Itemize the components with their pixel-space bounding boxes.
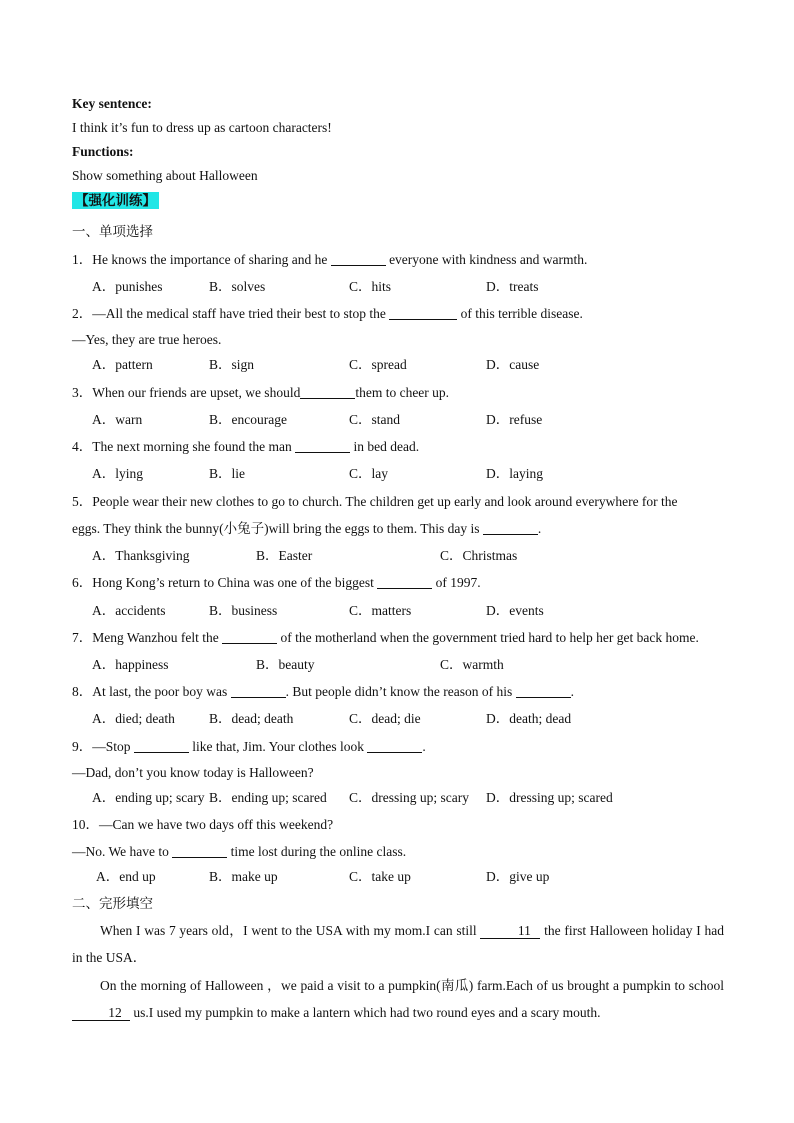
answer-blank bbox=[516, 684, 571, 698]
q5-option-b: B．Easter bbox=[256, 548, 313, 563]
answer-blank bbox=[377, 575, 432, 589]
answer-blank bbox=[367, 739, 422, 753]
cloze-paragraph-1: When I was 7 years old，I went to the USA with my mom.I can still 11 the first Halloween holiday I had in the USA． bbox=[72, 923, 724, 965]
cloze-blank-12: 12 bbox=[72, 1006, 130, 1021]
q3-option-d: D．refuse bbox=[486, 412, 543, 427]
q3-option-c: C．stand bbox=[349, 412, 401, 427]
answer-blank bbox=[389, 306, 457, 320]
question-2-line2: —Yes, they are true heroes. bbox=[72, 332, 222, 347]
q10-option-d: D．give up bbox=[486, 869, 550, 884]
functions-label: Functions: bbox=[72, 144, 134, 159]
q3-option-b: B．encourage bbox=[209, 412, 287, 427]
q10-option-c: C．take up bbox=[349, 869, 411, 884]
question-5: 5．People wear their new clothes to go to church. The children get up early and look around everywhere for the bbox=[72, 494, 678, 509]
q1-option-b: B．solves bbox=[209, 279, 266, 294]
q7-option-b: B．beauty bbox=[256, 657, 315, 672]
q6-option-a: A．accidents bbox=[92, 603, 166, 618]
training-title bbox=[72, 192, 159, 210]
q7-option-c: C．warmth bbox=[440, 657, 504, 672]
answer-blank bbox=[483, 521, 538, 535]
q10-option-b: B．make up bbox=[209, 869, 278, 884]
q1-option-a: A．punishes bbox=[92, 279, 163, 294]
answer-blank bbox=[172, 844, 227, 858]
q9-option-a: A．ending up; scary bbox=[92, 790, 205, 805]
q6-option-c: C．matters bbox=[349, 603, 412, 618]
q9-option-d: D．dressing up; scared bbox=[486, 790, 613, 805]
q5-option-c: C．Christmas bbox=[440, 548, 518, 563]
question-8: 8．At last, the poor boy was . But people didn’t know the reason of his . bbox=[72, 684, 574, 699]
answer-blank bbox=[331, 252, 386, 266]
cloze-blank-11: 11 bbox=[480, 924, 540, 939]
functions-text: Show something about Halloween bbox=[72, 168, 258, 183]
question-10: 10．—Can we have two days off this weekend? bbox=[72, 817, 334, 832]
q6-option-b: B．business bbox=[209, 603, 278, 618]
q4-option-c: C．lay bbox=[349, 466, 388, 481]
q7-option-a: A．happiness bbox=[92, 657, 169, 672]
question-9: 9．—Stop like that, Jim. Your clothes look . bbox=[72, 739, 426, 754]
q6-option-d: D．events bbox=[486, 603, 544, 618]
q8-option-d: D．death; dead bbox=[486, 711, 572, 726]
question-2: 2．—All the medical staff have tried their best to stop the of this terrible disease. bbox=[72, 306, 583, 321]
q2-option-a: A．pattern bbox=[92, 357, 153, 372]
key-sentence: I think it’s fun to dress up as cartoon characters! bbox=[72, 120, 332, 135]
q2-option-b: B．sign bbox=[209, 357, 255, 372]
q9-option-b: B．ending up; scared bbox=[209, 790, 327, 805]
answer-blank bbox=[300, 385, 355, 399]
answer-blank bbox=[222, 630, 277, 644]
q10-option-a: A．end up bbox=[96, 869, 156, 884]
q4-option-d: D．laying bbox=[486, 466, 543, 481]
q8-option-a: A．died; death bbox=[92, 711, 175, 726]
question-10-line2: —No. We have to time lost during the online class. bbox=[72, 844, 407, 859]
q3-option-a: A．warn bbox=[92, 412, 143, 427]
q8-option-c: C．dead; die bbox=[349, 711, 421, 726]
q1-option-c: C．hits bbox=[349, 279, 392, 294]
question-3: 3．When our friends are upset, we should them to cheer up. bbox=[72, 385, 450, 400]
key-sentence-label: Key sentence: bbox=[72, 96, 152, 111]
section1-title: 一、单项选择 bbox=[72, 224, 153, 239]
answer-blank bbox=[295, 439, 350, 453]
q2-option-c: C．spread bbox=[349, 357, 407, 372]
cloze-paragraph-2: On the morning of Halloween ，we paid a visit to a pumpkin(南瓜) farm.Each of us brought a pumpkin to school 12 us.I used my pumpkin to make a lantern which had two round eyes and a scary mouth. bbox=[72, 972, 724, 1026]
question-7: 7．Meng Wanzhou felt the of the motherland when the government tried hard to help her get back home. bbox=[72, 630, 699, 645]
question-6: 6．Hong Kong’s return to China was one of the biggest of 1997. bbox=[72, 575, 481, 590]
answer-blank bbox=[231, 684, 286, 698]
training-title-highlight: 【强化训练】 bbox=[72, 192, 159, 209]
q4-option-b: B．lie bbox=[209, 466, 245, 481]
question-5-line2: eggs. They think the bunny(小兔子)will bring the eggs to them. This day is . bbox=[72, 521, 542, 536]
q5-option-a: A．Thanksgiving bbox=[92, 548, 190, 563]
q9-option-c: C．dressing up; scary bbox=[349, 790, 469, 805]
section2-title: 二、完形填空 bbox=[72, 896, 153, 911]
question-1: 1．He knows the importance of sharing and he everyone with kindness and warmth. bbox=[72, 252, 588, 267]
q2-option-d: D．cause bbox=[486, 357, 540, 372]
question-4: 4．The next morning she found the man in bed dead. bbox=[72, 439, 420, 454]
q1-option-d: D．treats bbox=[486, 279, 539, 294]
question-9-line2: —Dad, don’t you know today is Halloween? bbox=[72, 765, 314, 780]
q8-option-b: B．dead; death bbox=[209, 711, 294, 726]
answer-blank bbox=[134, 739, 189, 753]
q4-option-a: A．lying bbox=[92, 466, 144, 481]
